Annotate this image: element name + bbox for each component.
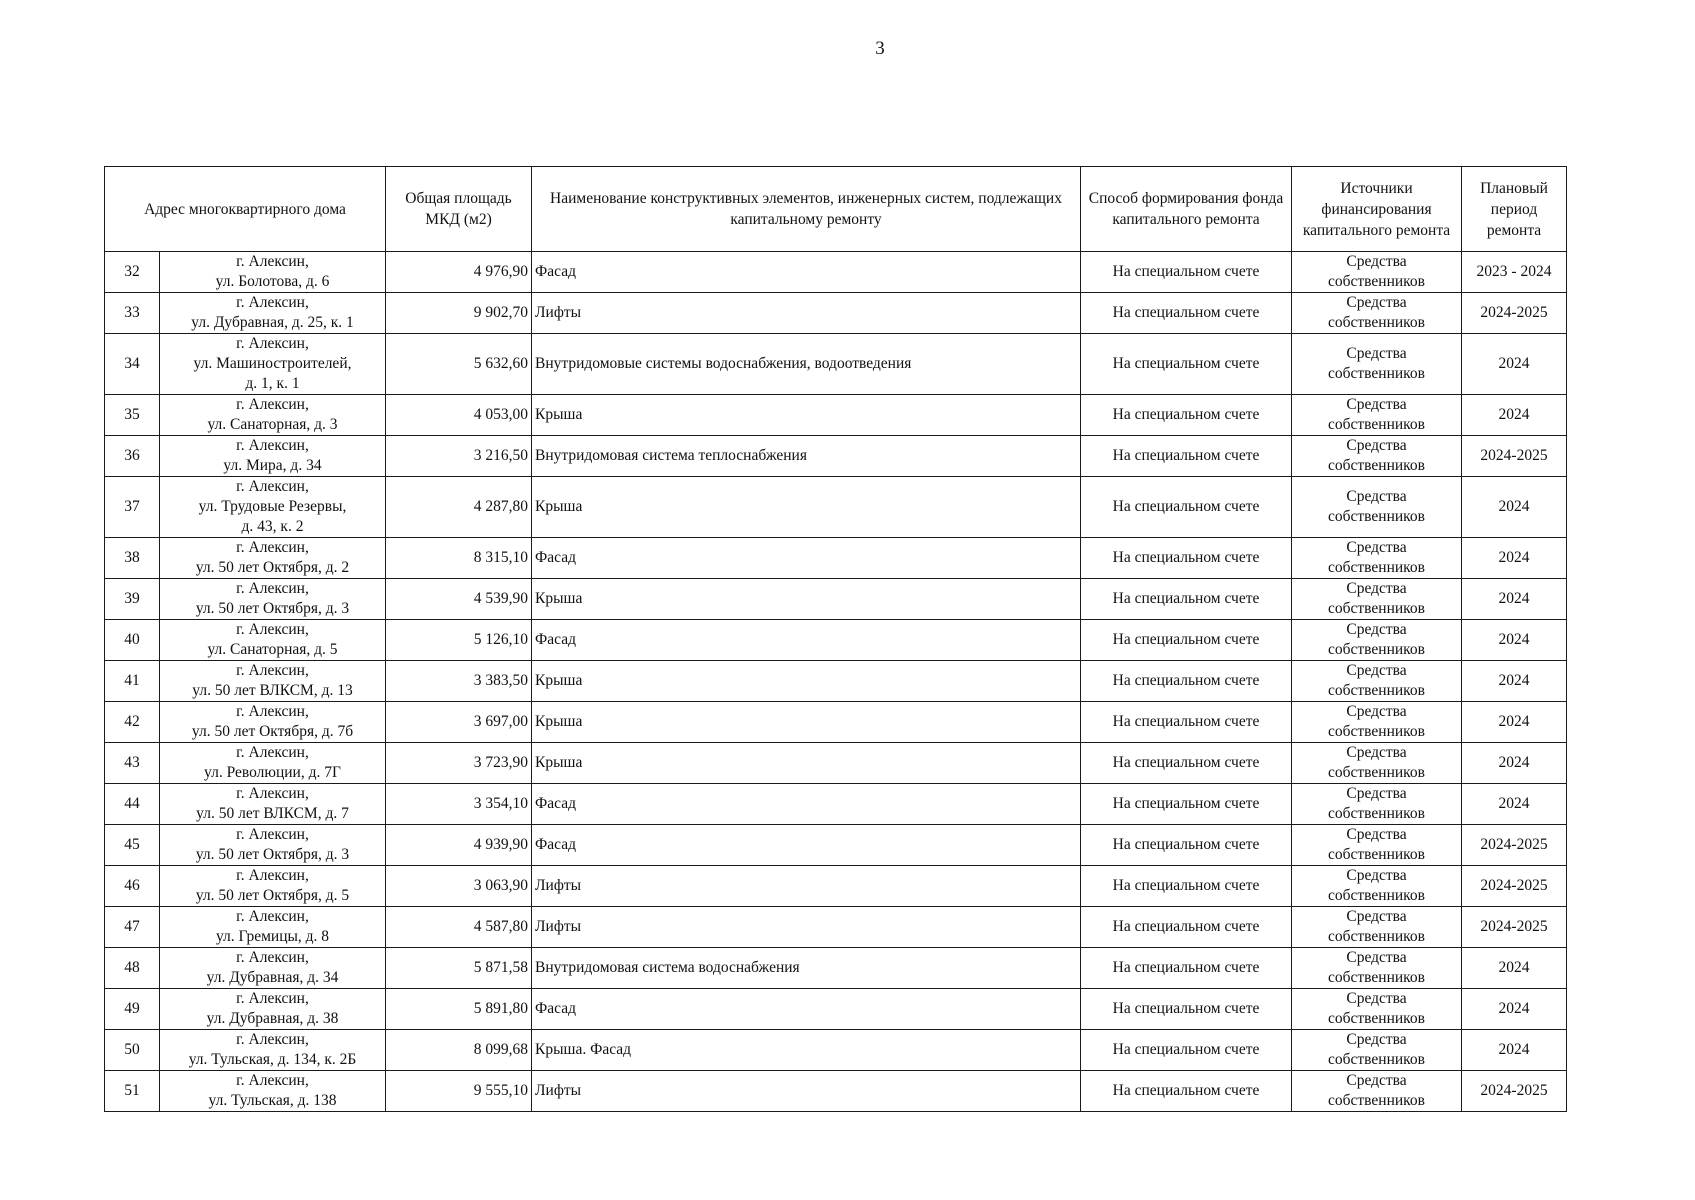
address-line: ул. 50 лет Октября, д. 3 xyxy=(195,600,350,617)
source-line: собственников xyxy=(1328,365,1425,382)
address-line: ул. Гремицы, д. 8 xyxy=(215,928,330,945)
row-number: 50 xyxy=(105,1030,160,1071)
row-number: 37 xyxy=(105,477,160,538)
table-row xyxy=(105,1030,1567,1071)
source-line: Средства xyxy=(1346,662,1407,679)
address-line: ул. Тульская, д. 134, к. 2Б xyxy=(188,1051,357,1068)
method-cell: На специальном счете xyxy=(1081,538,1292,579)
source-line: Средства xyxy=(1346,437,1407,454)
method-cell: На специальном счете xyxy=(1081,866,1292,907)
table-row xyxy=(105,579,1567,620)
source-cell xyxy=(1292,334,1462,395)
source-cell xyxy=(1292,866,1462,907)
source-cell xyxy=(1292,620,1462,661)
address-line: г. Алексин, xyxy=(236,826,309,843)
address-line: г. Алексин, xyxy=(236,662,309,679)
address-line: г. Алексин, xyxy=(236,949,309,966)
address-line: ул. Тульская, д. 138 xyxy=(208,1092,337,1109)
area-cell: 3 697,00 xyxy=(386,702,532,743)
period-cell: 2024 xyxy=(1462,538,1567,579)
address-cell xyxy=(160,1030,386,1071)
element-cell: Крыша xyxy=(532,395,1081,436)
element-cell: Крыша xyxy=(532,743,1081,784)
table-row xyxy=(105,1071,1567,1112)
source-cell xyxy=(1292,989,1462,1030)
element-cell: Лифты xyxy=(532,866,1081,907)
method-cell: На специальном счете xyxy=(1081,743,1292,784)
source-line: Средства xyxy=(1346,785,1407,802)
source-line: собственников xyxy=(1328,846,1425,863)
table-row xyxy=(105,866,1567,907)
element-cell: Крыша xyxy=(532,477,1081,538)
table-row xyxy=(105,784,1567,825)
address-line: г. Алексин, xyxy=(236,437,309,454)
row-number: 40 xyxy=(105,620,160,661)
source-line: Средства xyxy=(1346,539,1407,556)
address-line: ул. Дубравная, д. 25, к. 1 xyxy=(191,314,354,331)
method-cell: На специальном счете xyxy=(1081,293,1292,334)
method-cell: На специальном счете xyxy=(1081,436,1292,477)
address-line: ул. 50 лет ВЛКСМ, д. 7 xyxy=(196,805,349,822)
method-cell: На специальном счете xyxy=(1081,661,1292,702)
source-line: Средства xyxy=(1346,396,1407,413)
table-row xyxy=(105,948,1567,989)
period-cell: 2024-2025 xyxy=(1462,293,1567,334)
source-cell xyxy=(1292,395,1462,436)
table-row xyxy=(105,477,1567,538)
period-cell: 2024 xyxy=(1462,334,1567,395)
row-number: 47 xyxy=(105,907,160,948)
address-cell xyxy=(160,907,386,948)
table-row xyxy=(105,436,1567,477)
header-period: Плановый период ремонта xyxy=(1462,167,1567,252)
source-cell xyxy=(1292,825,1462,866)
source-line: Средства xyxy=(1346,1031,1407,1048)
method-cell: На специальном счете xyxy=(1081,620,1292,661)
address-line: ул. 50 лет Октября, д. 3 xyxy=(195,846,350,863)
address-line: г. Алексин, xyxy=(236,621,309,638)
area-cell: 4 976,90 xyxy=(386,252,532,293)
table-row xyxy=(105,252,1567,293)
source-line: собственников xyxy=(1328,600,1425,617)
address-line: ул. Дубравная, д. 38 xyxy=(206,1010,339,1027)
address-cell xyxy=(160,334,386,395)
source-line: Средства xyxy=(1346,949,1407,966)
address-line: г. Алексин, xyxy=(236,744,309,761)
address-cell xyxy=(160,538,386,579)
element-cell: Внутридомовая система теплоснабжения xyxy=(532,436,1081,477)
source-line: Средства xyxy=(1346,294,1407,311)
source-line: Средства xyxy=(1346,867,1407,884)
method-cell: На специальном счете xyxy=(1081,989,1292,1030)
source-cell xyxy=(1292,538,1462,579)
table-body xyxy=(105,252,1567,1112)
source-line: собственников xyxy=(1328,508,1425,525)
period-cell: 2024 xyxy=(1462,948,1567,989)
address-line: д. 1, к. 1 xyxy=(245,375,300,392)
table-row xyxy=(105,907,1567,948)
table-row xyxy=(105,825,1567,866)
address-line: ул. Мира, д. 34 xyxy=(223,457,322,474)
table-row xyxy=(105,743,1567,784)
source-line: собственников xyxy=(1328,1092,1425,1109)
address-line: д. 43, к. 2 xyxy=(241,518,304,535)
address-line: г. Алексин, xyxy=(236,253,309,270)
source-line: собственников xyxy=(1328,273,1425,290)
row-number: 35 xyxy=(105,395,160,436)
table-row xyxy=(105,989,1567,1030)
source-cell xyxy=(1292,1030,1462,1071)
address-cell xyxy=(160,477,386,538)
row-number: 44 xyxy=(105,784,160,825)
element-cell: Фасад xyxy=(532,825,1081,866)
address-cell xyxy=(160,784,386,825)
row-number: 39 xyxy=(105,579,160,620)
address-line: г. Алексин, xyxy=(236,703,309,720)
address-line: г. Алексин, xyxy=(236,785,309,802)
method-cell: На специальном счете xyxy=(1081,702,1292,743)
address-line: г. Алексин, xyxy=(236,478,309,495)
table-row xyxy=(105,395,1567,436)
table-header-row xyxy=(105,167,1567,252)
address-cell xyxy=(160,989,386,1030)
header-area: Общая площадь МКД (м2) xyxy=(386,167,532,252)
period-cell: 2024-2025 xyxy=(1462,907,1567,948)
period-cell: 2024 xyxy=(1462,743,1567,784)
source-line: Средства xyxy=(1346,744,1407,761)
row-number: 36 xyxy=(105,436,160,477)
table-row xyxy=(105,620,1567,661)
table-row xyxy=(105,293,1567,334)
period-cell: 2024-2025 xyxy=(1462,866,1567,907)
address-line: г. Алексин, xyxy=(236,1031,309,1048)
area-cell: 4 587,80 xyxy=(386,907,532,948)
source-line: собственников xyxy=(1328,723,1425,740)
address-line: г. Алексин, xyxy=(236,580,309,597)
address-line: ул. 50 лет Октября, д. 2 xyxy=(195,559,350,576)
source-line: Средства xyxy=(1346,908,1407,925)
address-line: ул. Дубравная, д. 34 xyxy=(206,969,339,986)
method-cell: На специальном счете xyxy=(1081,825,1292,866)
address-line: г. Алексин, xyxy=(236,867,309,884)
address-cell xyxy=(160,436,386,477)
row-number: 41 xyxy=(105,661,160,702)
area-cell: 9 902,70 xyxy=(386,293,532,334)
element-cell: Крыша xyxy=(532,702,1081,743)
address-line: г. Алексин, xyxy=(236,396,309,413)
source-line: Средства xyxy=(1346,345,1407,362)
element-cell: Фасад xyxy=(532,989,1081,1030)
row-number: 43 xyxy=(105,743,160,784)
area-cell: 4 053,00 xyxy=(386,395,532,436)
element-cell: Лифты xyxy=(532,1071,1081,1112)
address-cell xyxy=(160,293,386,334)
method-cell: На специальном счете xyxy=(1081,477,1292,538)
element-cell: Лифты xyxy=(532,293,1081,334)
table-row xyxy=(105,538,1567,579)
element-cell: Внутридомовые системы водоснабжения, водоотведения xyxy=(532,334,1081,395)
row-number: 51 xyxy=(105,1071,160,1112)
address-cell xyxy=(160,579,386,620)
address-line: г. Алексин, xyxy=(236,908,309,925)
element-cell: Крыша xyxy=(532,661,1081,702)
source-cell xyxy=(1292,907,1462,948)
source-cell xyxy=(1292,436,1462,477)
area-cell: 8 315,10 xyxy=(386,538,532,579)
method-cell: На специальном счете xyxy=(1081,1030,1292,1071)
method-cell: На специальном счете xyxy=(1081,1071,1292,1112)
source-line: собственников xyxy=(1328,969,1425,986)
method-cell: На специальном счете xyxy=(1081,784,1292,825)
table-row xyxy=(105,702,1567,743)
address-cell xyxy=(160,743,386,784)
source-cell xyxy=(1292,743,1462,784)
method-cell: На специальном счете xyxy=(1081,948,1292,989)
row-number: 34 xyxy=(105,334,160,395)
period-cell: 2024 xyxy=(1462,661,1567,702)
area-cell: 3 383,50 xyxy=(386,661,532,702)
element-cell: Фасад xyxy=(532,784,1081,825)
source-cell xyxy=(1292,784,1462,825)
address-line: ул. Трудовые Резервы, xyxy=(198,498,347,515)
source-line: Средства xyxy=(1346,580,1407,597)
table-row xyxy=(105,334,1567,395)
address-line: г. Алексин, xyxy=(236,1072,309,1089)
source-line: собственников xyxy=(1328,641,1425,658)
address-line: ул. Болотова, д. 6 xyxy=(215,273,330,290)
address-cell xyxy=(160,395,386,436)
method-cell: На специальном счете xyxy=(1081,907,1292,948)
address-line: ул. Санаторная, д. 3 xyxy=(207,416,338,433)
area-cell: 3 216,50 xyxy=(386,436,532,477)
method-cell: На специальном счете xyxy=(1081,252,1292,293)
period-cell: 2024-2025 xyxy=(1462,825,1567,866)
area-cell: 5 632,60 xyxy=(386,334,532,395)
source-line: Средства xyxy=(1346,826,1407,843)
method-cell: На специальном счете xyxy=(1081,579,1292,620)
period-cell: 2024 xyxy=(1462,395,1567,436)
area-cell: 5 891,80 xyxy=(386,989,532,1030)
address-line: ул. Санаторная, д. 5 xyxy=(207,641,338,658)
area-cell: 5 126,10 xyxy=(386,620,532,661)
source-line: собственников xyxy=(1328,764,1425,781)
header-address: Адрес многоквартирного дома xyxy=(105,167,386,252)
area-cell: 3 723,90 xyxy=(386,743,532,784)
row-number: 46 xyxy=(105,866,160,907)
source-cell xyxy=(1292,948,1462,989)
source-line: Средства xyxy=(1346,488,1407,505)
source-line: Средства xyxy=(1346,253,1407,270)
source-line: Средства xyxy=(1346,990,1407,1007)
row-number: 45 xyxy=(105,825,160,866)
address-line: г. Алексин, xyxy=(236,335,309,352)
address-line: ул. 50 лет Октября, д. 5 xyxy=(195,887,350,904)
address-cell xyxy=(160,620,386,661)
area-cell: 4 539,90 xyxy=(386,579,532,620)
source-line: собственников xyxy=(1328,416,1425,433)
row-number: 38 xyxy=(105,538,160,579)
element-cell: Фасад xyxy=(532,620,1081,661)
area-cell: 3 063,90 xyxy=(386,866,532,907)
source-line: Средства xyxy=(1346,1072,1407,1089)
source-line: собственников xyxy=(1328,805,1425,822)
row-number: 33 xyxy=(105,293,160,334)
method-cell: На специальном счете xyxy=(1081,334,1292,395)
header-method: Способ формирования фонда капитального ремонта xyxy=(1081,167,1292,252)
source-line: собственников xyxy=(1328,1010,1425,1027)
table-row xyxy=(105,661,1567,702)
period-cell: 2024-2025 xyxy=(1462,1071,1567,1112)
address-line: г. Алексин, xyxy=(236,539,309,556)
header-source: Источники финансирования капитального ремонта xyxy=(1292,167,1462,252)
source-cell xyxy=(1292,1071,1462,1112)
period-cell: 2024-2025 xyxy=(1462,436,1567,477)
address-cell xyxy=(160,866,386,907)
source-cell xyxy=(1292,661,1462,702)
area-cell: 4 939,90 xyxy=(386,825,532,866)
address-cell xyxy=(160,1071,386,1112)
area-cell: 8 099,68 xyxy=(386,1030,532,1071)
element-cell: Фасад xyxy=(532,252,1081,293)
source-cell xyxy=(1292,293,1462,334)
row-number: 48 xyxy=(105,948,160,989)
source-line: собственников xyxy=(1328,928,1425,945)
row-number: 42 xyxy=(105,702,160,743)
address-cell xyxy=(160,825,386,866)
element-cell: Фасад xyxy=(532,538,1081,579)
address-line: ул. 50 лет Октября, д. 7б xyxy=(191,723,354,740)
address-cell xyxy=(160,948,386,989)
period-cell: 2023 - 2024 xyxy=(1462,252,1567,293)
element-cell: Крыша. Фасад xyxy=(532,1030,1081,1071)
area-cell: 9 555,10 xyxy=(386,1071,532,1112)
row-number: 32 xyxy=(105,252,160,293)
source-line: собственников xyxy=(1328,559,1425,576)
header-elements: Наименование конструктивных элементов, инженерных систем, подлежащих капитальному ремонту xyxy=(532,167,1081,252)
source-line: собственников xyxy=(1328,314,1425,331)
area-cell: 3 354,10 xyxy=(386,784,532,825)
source-cell xyxy=(1292,252,1462,293)
address-line: ул. Революции, д. 7Г xyxy=(204,764,341,781)
period-cell: 2024 xyxy=(1462,620,1567,661)
period-cell: 2024 xyxy=(1462,702,1567,743)
source-line: собственников xyxy=(1328,887,1425,904)
source-line: собственников xyxy=(1328,1051,1425,1068)
repair-plan-table xyxy=(104,166,1567,1112)
address-cell xyxy=(160,252,386,293)
period-cell: 2024 xyxy=(1462,477,1567,538)
page-number: 3 xyxy=(875,38,885,59)
period-cell: 2024 xyxy=(1462,784,1567,825)
period-cell: 2024 xyxy=(1462,1030,1567,1071)
source-line: собственников xyxy=(1328,457,1425,474)
element-cell: Крыша xyxy=(532,579,1081,620)
period-cell: 2024 xyxy=(1462,989,1567,1030)
area-cell: 5 871,58 xyxy=(386,948,532,989)
address-cell xyxy=(160,661,386,702)
address-line: ул. 50 лет ВЛКСМ, д. 13 xyxy=(192,682,353,699)
method-cell: На специальном счете xyxy=(1081,395,1292,436)
area-cell: 4 287,80 xyxy=(386,477,532,538)
source-line: собственников xyxy=(1328,682,1425,699)
row-number: 49 xyxy=(105,989,160,1030)
source-cell xyxy=(1292,702,1462,743)
source-cell xyxy=(1292,477,1462,538)
address-cell xyxy=(160,702,386,743)
element-cell: Лифты xyxy=(532,907,1081,948)
address-line: ул. Машиностроителей, xyxy=(193,355,352,372)
element-cell: Внутридомовая система водоснабжения xyxy=(532,948,1081,989)
source-line: Средства xyxy=(1346,621,1407,638)
source-cell xyxy=(1292,579,1462,620)
source-line: Средства xyxy=(1346,703,1407,720)
address-line: г. Алексин, xyxy=(236,990,309,1007)
period-cell: 2024 xyxy=(1462,579,1567,620)
address-line: г. Алексин, xyxy=(236,294,309,311)
